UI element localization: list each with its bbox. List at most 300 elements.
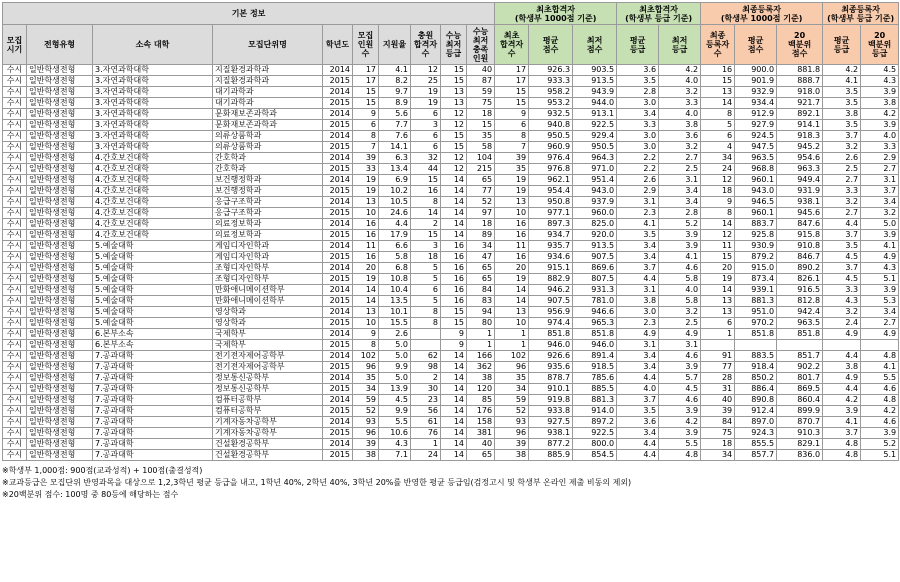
table-cell: 3.1 bbox=[861, 175, 899, 186]
table-body bbox=[3, 65, 899, 461]
table-cell: 일반학생전형 bbox=[27, 296, 93, 307]
table-cell: 8 bbox=[411, 197, 441, 208]
table-cell: 4.9 bbox=[823, 329, 861, 340]
table-cell: 2.5 bbox=[659, 164, 701, 175]
table-cell: 912.9 bbox=[735, 109, 777, 120]
table-cell: 857.7 bbox=[735, 450, 777, 461]
table-cell: 3.5 bbox=[617, 230, 659, 241]
column-header: 최종 등록자 수 bbox=[701, 25, 735, 65]
table-cell: 수시 bbox=[3, 373, 27, 384]
table-cell: 5.8 bbox=[659, 296, 701, 307]
table-cell: 일반학생전형 bbox=[27, 351, 93, 362]
table-cell: 927.5 bbox=[529, 417, 573, 428]
table-cell: 938.1 bbox=[777, 197, 823, 208]
table-cell: 수시 bbox=[3, 274, 27, 285]
table-row bbox=[3, 384, 899, 395]
table-cell: 5.1 bbox=[861, 274, 899, 285]
column-header: 지원율 bbox=[379, 25, 411, 65]
table-cell: 5 bbox=[701, 120, 735, 131]
table-cell: 10 bbox=[495, 208, 529, 219]
table-cell: 785.6 bbox=[573, 373, 617, 384]
table-cell: 17 bbox=[495, 65, 529, 76]
column-header: 소속 대학 bbox=[93, 25, 213, 65]
table-cell: 39 bbox=[495, 439, 529, 450]
table-cell: 2015 bbox=[323, 186, 353, 197]
table-cell: 4.5 bbox=[823, 252, 861, 263]
table-cell: 13 bbox=[441, 98, 467, 109]
table-cell: 3.4 bbox=[659, 186, 701, 197]
table-cell: 수시 bbox=[3, 87, 27, 98]
table-cell: 5 bbox=[411, 296, 441, 307]
table-cell: 971.0 bbox=[573, 164, 617, 175]
table-cell: 954.4 bbox=[529, 186, 573, 197]
table-cell: 61 bbox=[411, 417, 441, 428]
table-cell: 4.8 bbox=[823, 450, 861, 461]
table-row bbox=[3, 417, 899, 428]
table-cell: 96 bbox=[495, 362, 529, 373]
table-cell: 수시 bbox=[3, 351, 27, 362]
table-cell: 5.2 bbox=[861, 439, 899, 450]
table-cell: 65 bbox=[467, 175, 495, 186]
table-cell: 3.8 bbox=[823, 109, 861, 120]
table-cell: 6 bbox=[411, 285, 441, 296]
table-cell: 919.8 bbox=[529, 395, 573, 406]
table-cell: 4.2 bbox=[823, 395, 861, 406]
table-cell: 7.6 bbox=[379, 131, 411, 142]
table-cell: 927.9 bbox=[735, 120, 777, 131]
table-cell: 910.1 bbox=[529, 384, 573, 395]
table-cell: 166 bbox=[467, 351, 495, 362]
table-cell: 897.3 bbox=[529, 219, 573, 230]
table-cell: 34 bbox=[467, 241, 495, 252]
table-cell: 1 bbox=[495, 340, 529, 351]
table-cell: 40 bbox=[701, 395, 735, 406]
table-cell: 35 bbox=[467, 131, 495, 142]
table-cell: 3.3 bbox=[823, 285, 861, 296]
table-cell: 2014 bbox=[323, 131, 353, 142]
table-cell: 4.6 bbox=[659, 395, 701, 406]
table-cell: 정보통신공학부 bbox=[213, 384, 323, 395]
table-cell: 2015 bbox=[323, 362, 353, 373]
table-cell: 846.7 bbox=[777, 252, 823, 263]
table-cell: 5.예술대학 bbox=[93, 263, 213, 274]
table-cell: 2.2 bbox=[617, 164, 659, 175]
table-cell bbox=[777, 340, 823, 351]
table-cell: 913.5 bbox=[573, 76, 617, 87]
table-cell: 4.8 bbox=[659, 450, 701, 461]
table-cell: 2015 bbox=[323, 274, 353, 285]
table-cell: 12 bbox=[441, 164, 467, 175]
table-cell: 응급구조학과 bbox=[213, 208, 323, 219]
table-cell: 922.5 bbox=[573, 428, 617, 439]
table-cell: 19 bbox=[495, 175, 529, 186]
table-cell: 3.6 bbox=[617, 65, 659, 76]
table-cell: 954.6 bbox=[777, 153, 823, 164]
table-cell: 28 bbox=[701, 373, 735, 384]
table-cell: 914.0 bbox=[573, 406, 617, 417]
table-cell: 3.4 bbox=[617, 109, 659, 120]
table-cell: 102 bbox=[495, 351, 529, 362]
table-cell bbox=[861, 340, 899, 351]
table-cell: 4.2 bbox=[659, 65, 701, 76]
table-cell: 869.6 bbox=[573, 263, 617, 274]
table-cell: 5.5 bbox=[659, 439, 701, 450]
table-cell: 8 bbox=[353, 340, 379, 351]
table-cell: 기계자동차공학부 bbox=[213, 428, 323, 439]
table-cell: 4 bbox=[701, 142, 735, 153]
table-row bbox=[3, 175, 899, 186]
table-cell: 39 bbox=[495, 153, 529, 164]
table-cell bbox=[411, 329, 441, 340]
table-cell: 2.5 bbox=[823, 164, 861, 175]
table-cell: 15 bbox=[701, 252, 735, 263]
table-cell: 6.6 bbox=[379, 241, 411, 252]
table-cell bbox=[411, 340, 441, 351]
table-cell: 12 bbox=[441, 120, 467, 131]
table-cell: 일반학생전형 bbox=[27, 263, 93, 274]
table-cell: 6 bbox=[411, 142, 441, 153]
table-cell: 935.6 bbox=[529, 362, 573, 373]
table-cell: 게임디자인학과 bbox=[213, 241, 323, 252]
table-cell: 10.8 bbox=[379, 274, 411, 285]
table-cell: 14 bbox=[441, 428, 467, 439]
table-cell: 976.8 bbox=[529, 164, 573, 175]
table-cell: 16 bbox=[441, 274, 467, 285]
table-cell: 362 bbox=[467, 362, 495, 373]
table-cell: 2014 bbox=[323, 263, 353, 274]
table-cell: 3.0 bbox=[617, 131, 659, 142]
table-cell: 13 bbox=[353, 307, 379, 318]
table-cell: 14 bbox=[441, 406, 467, 417]
table-cell: 958.2 bbox=[529, 87, 573, 98]
table-cell: 4.5 bbox=[379, 395, 411, 406]
table-cell: 4.2 bbox=[823, 65, 861, 76]
table-cell: 4.1 bbox=[379, 65, 411, 76]
table-cell: 의류상품학과 bbox=[213, 131, 323, 142]
table-cell: 수시 bbox=[3, 329, 27, 340]
table-cell: 16 bbox=[441, 296, 467, 307]
table-cell: 4.3 bbox=[861, 263, 899, 274]
table-cell: 일반학생전형 bbox=[27, 428, 93, 439]
table-cell: 20 bbox=[701, 263, 735, 274]
table-cell: 7 bbox=[495, 142, 529, 153]
table-cell: 836.0 bbox=[777, 450, 823, 461]
table-cell: 영상학과 bbox=[213, 307, 323, 318]
table-cell: 만화애니메이션학부 bbox=[213, 296, 323, 307]
table-cell: 781.0 bbox=[573, 296, 617, 307]
table-cell: 14 bbox=[701, 219, 735, 230]
table-cell: 8 bbox=[411, 318, 441, 329]
table-cell: 14.1 bbox=[379, 142, 411, 153]
table-cell: 15 bbox=[495, 87, 529, 98]
table-cell: 7.공과대학 bbox=[93, 428, 213, 439]
table-row bbox=[3, 230, 899, 241]
table-cell: 4.6 bbox=[861, 384, 899, 395]
table-cell: 5.2 bbox=[659, 219, 701, 230]
table-cell: 851.8 bbox=[777, 329, 823, 340]
group-first-admit-1000: 최초합격자 (학생부 1000점 기준) bbox=[495, 3, 617, 25]
table-cell: 915.8 bbox=[777, 230, 823, 241]
table-cell: 4.간호보건대학 bbox=[93, 219, 213, 230]
table-cell: 4.1 bbox=[659, 252, 701, 263]
table-cell: 2015 bbox=[323, 340, 353, 351]
table-cell: 5.예술대학 bbox=[93, 318, 213, 329]
table-cell: 4.3 bbox=[379, 439, 411, 450]
table-cell: 13 bbox=[495, 197, 529, 208]
table-cell: 2.7 bbox=[823, 208, 861, 219]
table-cell bbox=[735, 340, 777, 351]
table-cell: 조형디자인학부 bbox=[213, 274, 323, 285]
table-cell: 일반학생전형 bbox=[27, 76, 93, 87]
table-cell: 15 bbox=[441, 318, 467, 329]
table-cell: 850.2 bbox=[735, 373, 777, 384]
table-row bbox=[3, 373, 899, 384]
table-cell: 14 bbox=[441, 450, 467, 461]
table-cell: 3.7 bbox=[823, 428, 861, 439]
table-cell: 885.9 bbox=[529, 450, 573, 461]
table-cell: 수시 bbox=[3, 131, 27, 142]
table-cell: 942.4 bbox=[777, 307, 823, 318]
table-cell: 93 bbox=[495, 417, 529, 428]
table-cell: 877.2 bbox=[529, 439, 573, 450]
table-cell: 918.0 bbox=[777, 87, 823, 98]
table-cell: 52 bbox=[495, 406, 529, 417]
table-cell: 15 bbox=[441, 307, 467, 318]
table-row bbox=[3, 318, 899, 329]
column-header: 전형유형 bbox=[27, 25, 93, 65]
table-cell: 16 bbox=[441, 263, 467, 274]
table-cell: 일반학생전형 bbox=[27, 439, 93, 450]
table-cell: 간호학과 bbox=[213, 153, 323, 164]
table-row bbox=[3, 307, 899, 318]
column-header: 20 백분위 등급 bbox=[861, 25, 899, 65]
table-cell: 35 bbox=[495, 164, 529, 175]
table-cell: 3.4 bbox=[861, 307, 899, 318]
table-cell: 9.7 bbox=[379, 87, 411, 98]
table-cell: 4.9 bbox=[861, 252, 899, 263]
table-cell: 수시 bbox=[3, 186, 27, 197]
table-row bbox=[3, 76, 899, 87]
table-cell: 970.2 bbox=[735, 318, 777, 329]
table-cell: 컴퓨터공학부 bbox=[213, 406, 323, 417]
table-cell: 7.공과대학 bbox=[93, 417, 213, 428]
table-cell: 16 bbox=[353, 219, 379, 230]
column-header: 평균 등급 bbox=[617, 25, 659, 65]
table-cell: 947.5 bbox=[735, 142, 777, 153]
table-cell: 컴퓨터공학부 bbox=[213, 395, 323, 406]
table-cell: 2015 bbox=[323, 230, 353, 241]
table-cell: 953.2 bbox=[529, 98, 573, 109]
table-cell: 6 bbox=[353, 120, 379, 131]
table-cell: 3.0 bbox=[617, 142, 659, 153]
table-cell: 대기과학과 bbox=[213, 98, 323, 109]
table-cell: 14 bbox=[441, 208, 467, 219]
table-cell: 847.6 bbox=[777, 219, 823, 230]
table-cell: 의류상품학과 bbox=[213, 142, 323, 153]
table-cell: 7.7 bbox=[379, 120, 411, 131]
table-cell: 3.6 bbox=[617, 417, 659, 428]
table-cell: 5.6 bbox=[379, 109, 411, 120]
table-cell: 2014 bbox=[323, 87, 353, 98]
table-cell: 14 bbox=[441, 362, 467, 373]
table-cell: 3.자연과학대학 bbox=[93, 109, 213, 120]
table-cell: 14 bbox=[441, 439, 467, 450]
table-cell: 4.1 bbox=[861, 362, 899, 373]
table-cell: 75 bbox=[701, 428, 735, 439]
table-cell: 수시 bbox=[3, 142, 27, 153]
table-cell: 75 bbox=[467, 98, 495, 109]
table-cell: 14 bbox=[441, 373, 467, 384]
table-cell: 946.6 bbox=[573, 307, 617, 318]
table-cell: 19 bbox=[353, 186, 379, 197]
table-cell: 17 bbox=[495, 76, 529, 87]
table-cell: 944.0 bbox=[573, 98, 617, 109]
table-row bbox=[3, 98, 899, 109]
table-cell: 3.자연과학대학 bbox=[93, 98, 213, 109]
table-cell: 3.7 bbox=[823, 263, 861, 274]
table-row bbox=[3, 153, 899, 164]
table-cell: 5.예술대학 bbox=[93, 274, 213, 285]
table-cell: 2.6 bbox=[379, 329, 411, 340]
table-cell: 2015 bbox=[323, 252, 353, 263]
table-cell: 812.8 bbox=[777, 296, 823, 307]
table-cell: 14 bbox=[441, 351, 467, 362]
footnote: ※교과등급은 모집단위 반영과목을 대상으로 1,2,3학년 평균 등급을 내고, 1학년 40%, 2학년 40%, 3학년 20%를 반영한 평균 등급임(검정고시 및 학생부 온라인 제출 비동의 제외) bbox=[2, 478, 632, 487]
table-cell: 의료정보학과 bbox=[213, 230, 323, 241]
group-final-reg-1000: 최종등록자 (학생부 1000점 기준) bbox=[701, 3, 823, 25]
table-cell: 851.8 bbox=[735, 329, 777, 340]
table-cell: 215 bbox=[467, 164, 495, 175]
table-cell: 8 bbox=[495, 131, 529, 142]
table-cell: 2014 bbox=[323, 373, 353, 384]
table-cell: 934.7 bbox=[529, 230, 573, 241]
table-cell: 14 bbox=[441, 186, 467, 197]
table-cell: 5.0 bbox=[861, 219, 899, 230]
table-row bbox=[3, 329, 899, 340]
table-cell: 59 bbox=[353, 395, 379, 406]
table-cell: 9 bbox=[353, 109, 379, 120]
table-cell: 918.4 bbox=[735, 362, 777, 373]
table-cell: 15 bbox=[701, 76, 735, 87]
table-cell: 영상학과 bbox=[213, 318, 323, 329]
table-cell: 4.6 bbox=[659, 351, 701, 362]
table-cell: 80 bbox=[467, 318, 495, 329]
table-cell: 3.5 bbox=[823, 241, 861, 252]
table-cell: 4.0 bbox=[659, 76, 701, 87]
table-cell: 8 bbox=[701, 208, 735, 219]
table-cell: 응급구조학과 bbox=[213, 197, 323, 208]
table-cell: 939.1 bbox=[735, 285, 777, 296]
table-cell: 19 bbox=[411, 87, 441, 98]
table-cell: 3.7 bbox=[823, 131, 861, 142]
table-cell: 960.1 bbox=[735, 175, 777, 186]
table-cell: 15 bbox=[411, 230, 441, 241]
table-cell: 1 bbox=[495, 329, 529, 340]
table-cell: 2014 bbox=[323, 307, 353, 318]
table-cell: 수시 bbox=[3, 219, 27, 230]
table-cell: 3.2 bbox=[823, 197, 861, 208]
table-cell: 4.6 bbox=[659, 263, 701, 274]
group-first-admit-grade: 최초합격자 (학생부 등급 기준) bbox=[617, 3, 701, 25]
table-cell: 2014 bbox=[323, 65, 353, 76]
table-cell: 20 bbox=[353, 263, 379, 274]
table-cell: 35 bbox=[495, 373, 529, 384]
table-cell: 24.6 bbox=[379, 208, 411, 219]
table-cell: 수시 bbox=[3, 65, 27, 76]
table-cell: 920.0 bbox=[573, 230, 617, 241]
table-cell: 854.5 bbox=[573, 450, 617, 461]
table-cell: 수시 bbox=[3, 120, 27, 131]
table-cell: 4.4 bbox=[617, 450, 659, 461]
table-cell: 전기전자제어공학부 bbox=[213, 362, 323, 373]
table-cell: 4.9 bbox=[823, 373, 861, 384]
table-cell: 수시 bbox=[3, 76, 27, 87]
table-cell: 6 bbox=[495, 120, 529, 131]
table-cell: 조형디자인학부 bbox=[213, 263, 323, 274]
table-cell: 6 bbox=[701, 131, 735, 142]
table-cell: 879.2 bbox=[735, 252, 777, 263]
table-cell: 96 bbox=[353, 428, 379, 439]
table-cell: 903.5 bbox=[573, 65, 617, 76]
table-cell: 수시 bbox=[3, 362, 27, 373]
table-cell: 9.9 bbox=[379, 406, 411, 417]
table-cell: 39 bbox=[353, 153, 379, 164]
table-cell: 2.7 bbox=[823, 175, 861, 186]
table-cell: 963.3 bbox=[777, 164, 823, 175]
table-cell: 9 bbox=[495, 109, 529, 120]
table-cell: 3.자연과학대학 bbox=[93, 87, 213, 98]
table-cell: 수시 bbox=[3, 307, 27, 318]
table-cell: 3.9 bbox=[861, 230, 899, 241]
table-cell: 10.4 bbox=[379, 285, 411, 296]
table-cell: 18 bbox=[467, 109, 495, 120]
table-cell: 5.8 bbox=[659, 274, 701, 285]
table-cell: 907.5 bbox=[529, 296, 573, 307]
table-cell: 44 bbox=[411, 164, 441, 175]
table-header bbox=[3, 3, 899, 65]
table-cell: 4.4 bbox=[617, 373, 659, 384]
table-cell: 829.1 bbox=[777, 439, 823, 450]
table-row bbox=[3, 65, 899, 76]
table-cell: 883.5 bbox=[735, 351, 777, 362]
table-cell: 3.1 bbox=[659, 340, 701, 351]
table-cell: 3.9 bbox=[659, 241, 701, 252]
table-cell: 926.3 bbox=[529, 65, 573, 76]
table-cell: 수시 bbox=[3, 164, 27, 175]
table-cell: 5.0 bbox=[379, 373, 411, 384]
table-cell: 수시 bbox=[3, 285, 27, 296]
table-cell: 전기전자제어공학부 bbox=[213, 351, 323, 362]
table-cell: 4.0 bbox=[659, 109, 701, 120]
table-cell: 878.7 bbox=[529, 373, 573, 384]
table-cell: 3.자연과학대학 bbox=[93, 142, 213, 153]
table-cell: 13.9 bbox=[379, 384, 411, 395]
table-cell: 38 bbox=[495, 450, 529, 461]
table-cell: 3 bbox=[411, 241, 441, 252]
table-cell: 16 bbox=[441, 252, 467, 263]
table-cell: 98 bbox=[411, 362, 441, 373]
table-row bbox=[3, 340, 899, 351]
table-cell: 15 bbox=[467, 120, 495, 131]
table-cell: 5.0 bbox=[379, 351, 411, 362]
table-cell: 6.3 bbox=[379, 153, 411, 164]
table-cell: 수시 bbox=[3, 230, 27, 241]
table-cell: 907.5 bbox=[573, 252, 617, 263]
table-cell: 33 bbox=[353, 164, 379, 175]
table-cell: 1 bbox=[467, 340, 495, 351]
table-cell: 10 bbox=[353, 318, 379, 329]
admissions-table bbox=[2, 2, 899, 461]
